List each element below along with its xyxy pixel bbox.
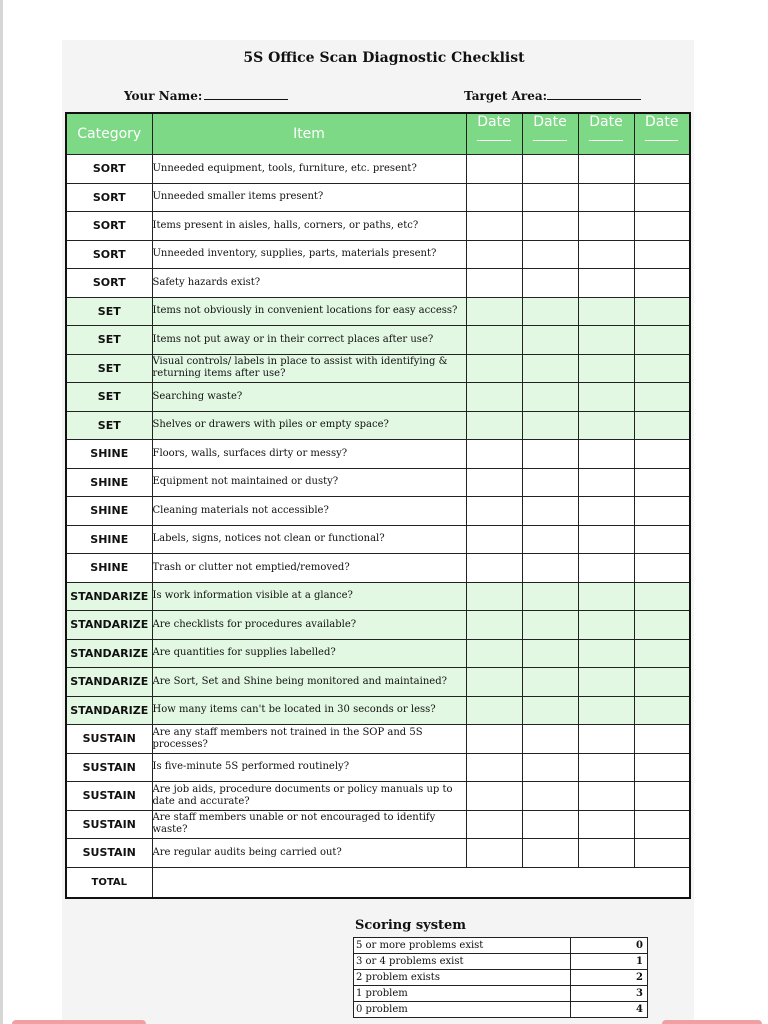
table-row bbox=[66, 782, 690, 811]
date-cell-4[interactable] bbox=[634, 183, 690, 212]
date-cell-3[interactable] bbox=[578, 212, 634, 241]
category-cell: SHINE bbox=[66, 554, 152, 583]
date-cell-3[interactable] bbox=[578, 782, 634, 811]
item-cell: Items present in aisles, halls, corners, or paths, etc? bbox=[152, 212, 466, 241]
table-row bbox=[66, 383, 690, 412]
date-cell-1[interactable] bbox=[466, 554, 522, 583]
date-cell-1[interactable] bbox=[466, 240, 522, 269]
date-cell-1[interactable] bbox=[466, 383, 522, 412]
date-cell-4[interactable] bbox=[634, 810, 690, 839]
date-cell-2[interactable] bbox=[522, 611, 578, 640]
date-cell-3[interactable] bbox=[578, 297, 634, 326]
scoring-condition: 0 problem bbox=[354, 1002, 571, 1018]
name-label: Your Name: bbox=[124, 89, 203, 103]
table-row bbox=[66, 297, 690, 326]
scoring-points: 2 bbox=[571, 970, 648, 986]
date-cell-3[interactable] bbox=[578, 525, 634, 554]
date-cell-1[interactable] bbox=[466, 468, 522, 497]
scoring-condition: 5 or more problems exist bbox=[354, 938, 571, 954]
table-row bbox=[66, 183, 690, 212]
date-cell-1[interactable] bbox=[466, 753, 522, 782]
item-cell: Items not put away or in their correct places after use? bbox=[152, 326, 466, 355]
item-cell: Trash or clutter not emptied/removed? bbox=[152, 554, 466, 583]
date-cell-4[interactable] bbox=[634, 782, 690, 811]
name-field[interactable] bbox=[124, 87, 288, 103]
item-cell: Equipment not maintained or dusty? bbox=[152, 468, 466, 497]
target-area-label: Target Area: bbox=[464, 89, 548, 103]
table-row bbox=[66, 212, 690, 241]
scoring-row bbox=[354, 938, 648, 954]
date-cell-2[interactable] bbox=[522, 411, 578, 440]
table-row bbox=[66, 468, 690, 497]
category-cell: SHINE bbox=[66, 525, 152, 554]
date-cell-3[interactable] bbox=[578, 696, 634, 725]
date-cell-1[interactable] bbox=[466, 297, 522, 326]
date-cell-4[interactable] bbox=[634, 839, 690, 868]
category-cell: SHINE bbox=[66, 497, 152, 526]
date-cell-2[interactable] bbox=[522, 782, 578, 811]
scoring-condition: 2 problem exists bbox=[354, 970, 571, 986]
scoring-title: Scoring system bbox=[355, 918, 467, 933]
category-cell: STANDARIZE bbox=[66, 639, 152, 668]
category-cell: SUSTAIN bbox=[66, 753, 152, 782]
page-title: 5S Office Scan Diagnostic Checklist bbox=[243, 50, 525, 66]
item-cell: Is five-minute 5S performed routinely? bbox=[152, 753, 466, 782]
category-cell: SHINE bbox=[66, 440, 152, 469]
item-cell: Are job aids, procedure documents or policy manuals up to date and accurate? bbox=[152, 782, 466, 811]
date-cell-1[interactable] bbox=[466, 839, 522, 868]
table-row bbox=[66, 668, 690, 697]
date-cell-2[interactable] bbox=[522, 383, 578, 412]
date-cell-3[interactable] bbox=[578, 326, 634, 355]
date-cell-2[interactable] bbox=[522, 155, 578, 184]
date-cell-3[interactable] bbox=[578, 440, 634, 469]
date-cell-2[interactable] bbox=[522, 297, 578, 326]
scoring-condition: 3 or 4 problems exist bbox=[354, 954, 571, 970]
table-row bbox=[66, 611, 690, 640]
category-cell: SORT bbox=[66, 212, 152, 241]
item-cell: Unneeded inventory, supplies, parts, materials present? bbox=[152, 240, 466, 269]
date-cell-2[interactable] bbox=[522, 668, 578, 697]
date-cell-3[interactable] bbox=[578, 411, 634, 440]
category-cell: SUSTAIN bbox=[66, 839, 152, 868]
scoring-row bbox=[354, 986, 648, 1002]
date-cell-1[interactable] bbox=[466, 582, 522, 611]
date-cell-2[interactable] bbox=[522, 326, 578, 355]
table-row bbox=[66, 725, 690, 754]
date-cell-4[interactable] bbox=[634, 468, 690, 497]
date-cell-1[interactable] bbox=[466, 212, 522, 241]
item-cell: Are regular audits being carried out? bbox=[152, 839, 466, 868]
date-cell-1[interactable] bbox=[466, 611, 522, 640]
item-cell: Searching waste? bbox=[152, 383, 466, 412]
date-header-4: Date bbox=[634, 113, 690, 155]
name-blank-line[interactable] bbox=[204, 87, 288, 100]
table-row bbox=[66, 582, 690, 611]
category-cell: SORT bbox=[66, 155, 152, 184]
bottom-tab-left bbox=[12, 1020, 146, 1024]
date-cell-1[interactable] bbox=[466, 810, 522, 839]
table-row bbox=[66, 411, 690, 440]
date-cell-4[interactable] bbox=[634, 696, 690, 725]
item-cell: Floors, walls, surfaces dirty or messy? bbox=[152, 440, 466, 469]
date-cell-2[interactable] bbox=[522, 725, 578, 754]
table-row bbox=[66, 554, 690, 583]
date-cell-3[interactable] bbox=[578, 383, 634, 412]
category-cell: SORT bbox=[66, 183, 152, 212]
category-cell: SORT bbox=[66, 240, 152, 269]
date-cell-3[interactable] bbox=[578, 611, 634, 640]
scoring-row bbox=[354, 954, 648, 970]
date-cell-4[interactable] bbox=[634, 611, 690, 640]
item-cell: Is work information visible at a glance? bbox=[152, 582, 466, 611]
item-cell: Are any staff members not trained in the SOP and 5S processes? bbox=[152, 725, 466, 754]
date-cell-3[interactable] bbox=[578, 839, 634, 868]
scoring-row bbox=[354, 970, 648, 986]
date-cell-2[interactable] bbox=[522, 354, 578, 383]
table-row bbox=[66, 696, 690, 725]
date-cell-1[interactable] bbox=[466, 497, 522, 526]
date-cell-1[interactable] bbox=[466, 639, 522, 668]
table-row bbox=[66, 326, 690, 355]
item-cell: Are staff members unable or not encouraged to identify waste? bbox=[152, 810, 466, 839]
date-cell-1[interactable] bbox=[466, 440, 522, 469]
table-row bbox=[66, 269, 690, 298]
item-cell: Unneeded smaller items present? bbox=[152, 183, 466, 212]
date-cell-2[interactable] bbox=[522, 525, 578, 554]
scoring-points: 1 bbox=[571, 954, 648, 970]
date-cell-3[interactable] bbox=[578, 753, 634, 782]
scoring-condition: 1 problem bbox=[354, 986, 571, 1002]
date-cell-3[interactable] bbox=[578, 668, 634, 697]
date-cell-2[interactable] bbox=[522, 269, 578, 298]
date-cell-3[interactable] bbox=[578, 810, 634, 839]
target-area-field[interactable] bbox=[464, 87, 641, 103]
category-cell: SET bbox=[66, 297, 152, 326]
item-cell: Shelves or drawers with piles or empty space? bbox=[152, 411, 466, 440]
scoring-points: 0 bbox=[571, 938, 648, 954]
date-cell-3[interactable] bbox=[578, 639, 634, 668]
date-cell-3[interactable] bbox=[578, 155, 634, 184]
date-cell-3[interactable] bbox=[578, 183, 634, 212]
scoring-table bbox=[353, 937, 648, 1018]
date-cell-4[interactable] bbox=[634, 354, 690, 383]
date-cell-4[interactable] bbox=[634, 326, 690, 355]
date-cell-1[interactable] bbox=[466, 326, 522, 355]
checklist-table bbox=[65, 112, 691, 899]
item-cell: Are quantities for supplies labelled? bbox=[152, 639, 466, 668]
date-cell-1[interactable] bbox=[466, 155, 522, 184]
date-cell-1[interactable] bbox=[466, 696, 522, 725]
header-row bbox=[66, 113, 690, 155]
date-cell-2[interactable] bbox=[522, 582, 578, 611]
date-cell-4[interactable] bbox=[634, 269, 690, 298]
date-cell-2[interactable] bbox=[522, 554, 578, 583]
item-cell: How many items can't be located in 30 seconds or less? bbox=[152, 696, 466, 725]
category-cell: SUSTAIN bbox=[66, 725, 152, 754]
table-row bbox=[66, 354, 690, 383]
date-cell-1[interactable] bbox=[466, 668, 522, 697]
category-cell: SHINE bbox=[66, 468, 152, 497]
date-cell-4[interactable] bbox=[634, 440, 690, 469]
date-cell-3[interactable] bbox=[578, 354, 634, 383]
date-cell-2[interactable] bbox=[522, 468, 578, 497]
date-cell-4[interactable] bbox=[634, 155, 690, 184]
category-cell: SET bbox=[66, 383, 152, 412]
date-cell-2[interactable] bbox=[522, 212, 578, 241]
date-cell-4[interactable] bbox=[634, 639, 690, 668]
bottom-tab-right bbox=[662, 1020, 762, 1024]
item-cell: Unneeded equipment, tools, furniture, etc. present? bbox=[152, 155, 466, 184]
date-cell-1[interactable] bbox=[466, 725, 522, 754]
date-cell-2[interactable] bbox=[522, 183, 578, 212]
category-cell: STANDARIZE bbox=[66, 582, 152, 611]
date-cell-1[interactable] bbox=[466, 354, 522, 383]
date-cell-4[interactable] bbox=[634, 240, 690, 269]
scoring-points: 3 bbox=[571, 986, 648, 1002]
category-cell: SET bbox=[66, 326, 152, 355]
date-cell-1[interactable] bbox=[466, 782, 522, 811]
date-header-1: Date bbox=[466, 113, 522, 155]
scoring-points: 4 bbox=[571, 1002, 648, 1018]
category-cell: STANDARIZE bbox=[66, 696, 152, 725]
table-row bbox=[66, 810, 690, 839]
date-cell-4[interactable] bbox=[634, 212, 690, 241]
scoring-row bbox=[354, 1002, 648, 1018]
date-cell-4[interactable] bbox=[634, 725, 690, 754]
date-cell-2[interactable] bbox=[522, 753, 578, 782]
date-cell-3[interactable] bbox=[578, 269, 634, 298]
page-edge bbox=[0, 0, 3, 1024]
date-cell-3[interactable] bbox=[578, 240, 634, 269]
table-row bbox=[66, 155, 690, 184]
table-row bbox=[66, 497, 690, 526]
table-row bbox=[66, 639, 690, 668]
date-header-3: Date bbox=[578, 113, 634, 155]
date-cell-2[interactable] bbox=[522, 240, 578, 269]
date-cell-4[interactable] bbox=[634, 497, 690, 526]
item-cell: Are checklists for procedures available? bbox=[152, 611, 466, 640]
date-cell-3[interactable] bbox=[578, 554, 634, 583]
checklist-body bbox=[66, 155, 690, 898]
date-header-2: Date bbox=[522, 113, 578, 155]
target-area-blank-line[interactable] bbox=[547, 87, 641, 100]
date-cell-4[interactable] bbox=[634, 525, 690, 554]
table-row bbox=[66, 525, 690, 554]
table-row bbox=[66, 440, 690, 469]
date-cell-2[interactable] bbox=[522, 440, 578, 469]
item-cell: Visual controls/ labels in place to assist with identifying & returning items after use? bbox=[152, 354, 466, 383]
category-cell: SUSTAIN bbox=[66, 810, 152, 839]
item-header: Item bbox=[152, 113, 466, 155]
category-header: Category bbox=[66, 113, 152, 155]
category-cell: SUSTAIN bbox=[66, 782, 152, 811]
table-row bbox=[66, 240, 690, 269]
date-cell-4[interactable] bbox=[634, 668, 690, 697]
date-cell-1[interactable] bbox=[466, 183, 522, 212]
date-cell-4[interactable] bbox=[634, 753, 690, 782]
date-cell-1[interactable] bbox=[466, 269, 522, 298]
total-row bbox=[66, 867, 690, 898]
date-cell-4[interactable] bbox=[634, 554, 690, 583]
date-cell-3[interactable] bbox=[578, 468, 634, 497]
date-cell-1[interactable] bbox=[466, 411, 522, 440]
date-cell-3[interactable] bbox=[578, 725, 634, 754]
date-cell-1[interactable] bbox=[466, 525, 522, 554]
date-cell-2[interactable] bbox=[522, 810, 578, 839]
date-cell-4[interactable] bbox=[634, 297, 690, 326]
category-cell: STANDARIZE bbox=[66, 668, 152, 697]
table-row bbox=[66, 753, 690, 782]
item-cell: Labels, signs, notices not clean or functional? bbox=[152, 525, 466, 554]
date-cell-4[interactable] bbox=[634, 383, 690, 412]
date-cell-4[interactable] bbox=[634, 411, 690, 440]
category-cell: SET bbox=[66, 411, 152, 440]
date-cell-2[interactable] bbox=[522, 839, 578, 868]
table-row bbox=[66, 839, 690, 868]
item-cell: Cleaning materials not accessible? bbox=[152, 497, 466, 526]
date-cell-4[interactable] bbox=[634, 582, 690, 611]
date-cell-2[interactable] bbox=[522, 497, 578, 526]
category-cell: SORT bbox=[66, 269, 152, 298]
item-cell: Items not obviously in convenient locations for easy access? bbox=[152, 297, 466, 326]
item-cell: Safety hazards exist? bbox=[152, 269, 466, 298]
total-label: TOTAL bbox=[66, 867, 152, 898]
date-cell-3[interactable] bbox=[578, 582, 634, 611]
date-cell-2[interactable] bbox=[522, 639, 578, 668]
category-cell: SET bbox=[66, 354, 152, 383]
category-cell: STANDARIZE bbox=[66, 611, 152, 640]
item-cell: Are Sort, Set and Shine being monitored and maintained? bbox=[152, 668, 466, 697]
date-cell-2[interactable] bbox=[522, 696, 578, 725]
date-cell-3[interactable] bbox=[578, 497, 634, 526]
total-value-cell[interactable] bbox=[152, 867, 690, 898]
